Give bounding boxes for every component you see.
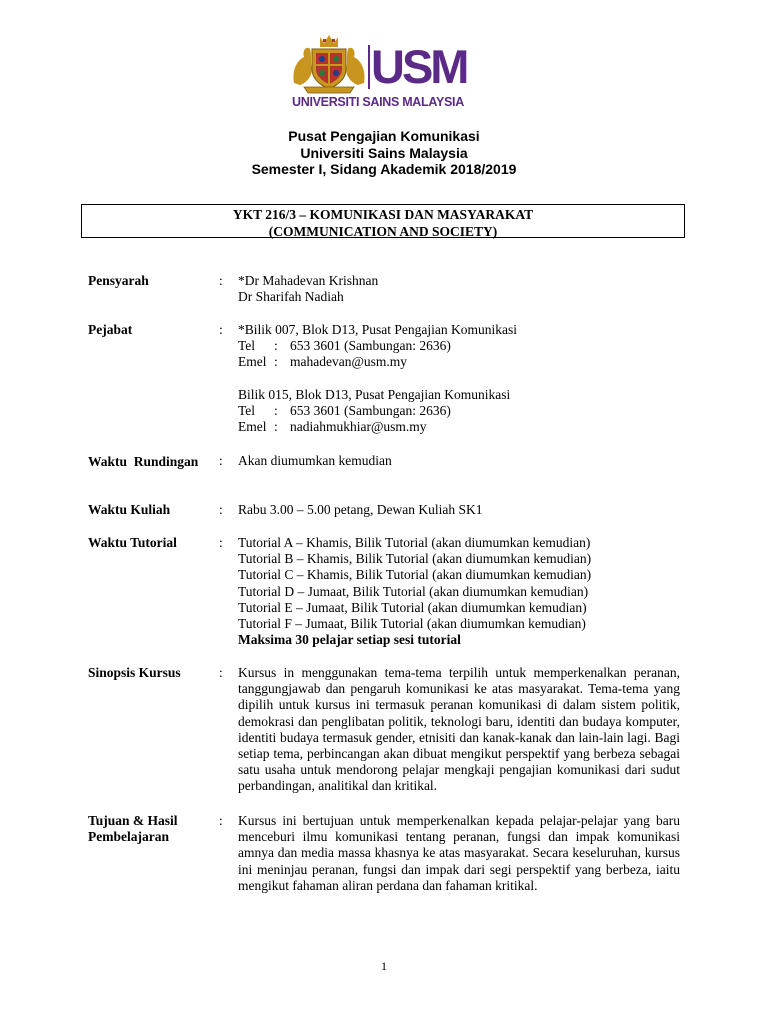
tel-label: Tel — [238, 402, 256, 418]
value-pejabat — [238, 322, 680, 435]
colon: : — [219, 453, 223, 468]
colon: : — [219, 813, 223, 828]
label-tujuan — [88, 813, 216, 845]
colon: : — [219, 502, 223, 517]
course-code-title: YKT 216/3 – KOMUNIKASI DAN MASYARAKAT — [232, 207, 534, 222]
school-name: Pusat Pengajian Komunikasi — [288, 128, 480, 144]
colon: : — [274, 354, 278, 370]
colon: : — [274, 419, 278, 435]
label-waktu-tutorial: Waktu Tutorial — [88, 535, 177, 550]
label-tujuan-line1: Tujuan & Hasil — [88, 813, 178, 828]
university-name: Universiti Sains Malaysia — [300, 144, 468, 161]
office-address: Bilik 015, Blok D13, Pusat Pengajian Komunikasi — [238, 386, 511, 402]
tutorial-session: Tutorial D – Jumaat, Bilik Tutorial (akan diumumkan kemudian) — [238, 583, 589, 599]
value-waktu-kuliah: Rabu 3.00 – 5.00 petang, Dewan Kuliah SK1 — [238, 502, 483, 517]
label-sinopsis: Sinopsis Kursus — [88, 665, 181, 680]
tutorial-capacity-note: Maksima 30 pelajar setiap sesi tutorial — [238, 632, 461, 648]
colon: : — [219, 665, 223, 680]
office-address: *Bilik 007, Blok D13, Pusat Pengajian Komunikasi — [238, 322, 517, 337]
colon: : — [219, 535, 223, 550]
label-waktu-kuliah: Waktu Kuliah — [88, 502, 171, 517]
course-english-title: (COMMUNICATION AND SOCIETY) — [268, 223, 498, 239]
tel-number: 653 3601 (Sambungan: 2636) — [290, 402, 451, 418]
email-address: nadiahmukhiar@usm.my — [290, 419, 427, 435]
university-crest-icon — [290, 33, 368, 95]
colon: : — [219, 273, 223, 288]
label-waktu-rundingan: Waktu Rundingan — [88, 454, 199, 469]
tel-label: Tel — [238, 338, 256, 354]
tutorial-session: Tutorial F – Jumaat, Bilik Tutorial (akan diumumkan kemudian) — [238, 616, 586, 632]
office-block — [238, 387, 680, 436]
tutorial-session: Tutorial A – Khamis, Bilik Tutorial (akan diumumkan kemudian) — [238, 535, 591, 550]
colon: : — [219, 322, 223, 337]
page-number: 1 — [381, 959, 387, 973]
usm-wordmark: USM — [371, 40, 467, 93]
email-label: Emel — [238, 354, 267, 370]
lecturer-name: Dr Sharifah Nadiah — [238, 289, 344, 305]
usm-logo — [288, 33, 468, 113]
logo-divider — [368, 45, 370, 89]
value-pensyarah — [238, 273, 680, 305]
email-label: Emel — [238, 419, 267, 435]
label-pensyarah: Pensyarah — [88, 273, 149, 288]
office-block — [238, 322, 680, 371]
email-address: mahadevan@usm.my — [290, 354, 408, 370]
colon: : — [274, 402, 278, 418]
label-pejabat: Pejabat — [88, 322, 133, 337]
tutorial-session: Tutorial C – Khamis, Bilik Tutorial (akan diumumkan kemudian) — [238, 567, 592, 583]
label-tujuan-line2: Pembelajaran — [88, 829, 169, 844]
tutorial-session: Tutorial E – Jumaat, Bilik Tutorial (akan diumumkan kemudian) — [238, 599, 587, 615]
value-waktu-rundingan: Akan diumumkan kemudian — [238, 453, 392, 468]
colon: : — [274, 338, 278, 354]
value-waktu-tutorial — [238, 535, 680, 648]
value-tujuan: Kursus ini bertujuan untuk memperkenalkan kepada pelajar-pelajar yang baru menceburi ilmu komunikasi tentang peranan, fungsi dan impak komunikasi amnya dan media massa khasnya ke atas masyarakat. Secara keseluruhan, kursus ini meninjau peranan, fungsi dan impak dari segi perspektif yang berbeza, iaitu mengikut fahaman aliran perdana dan fahaman kritikal. — [238, 813, 680, 893]
university-tagline: UNIVERSITI SAINS MALAYSIA — [292, 95, 464, 109]
semester-line: Semester I, Sidang Akademik 2018/2019 — [251, 161, 517, 177]
tel-number: 653 3601 (Sambungan: 2636) — [290, 338, 451, 354]
tutorial-session: Tutorial B – Khamis, Bilik Tutorial (akan diumumkan kemudian) — [238, 551, 592, 567]
document-header — [0, 128, 768, 178]
course-title-box — [81, 204, 685, 238]
lecturer-name: *Dr Mahadevan Krishnan — [238, 273, 379, 288]
value-sinopsis: Kursus in menggunakan tema-tema terpilih untuk memperkenalkan peranan, tanggungjawab dan pengaruh komunikasi ke atas masyarakat. Tema-tema yang dipilih untuk kursus ini termasuk peranan komunikasi di dalam sistem politik, demokrasi dan penglibatan politik, teknologi baru, identiti dan budaya komputer, identiti budaya termasuk gender, etnisiti dan kanak-kanak dan lain-lain lagi. Bagi setiap tema, perbincangan akan dibuat mengikut perspektif yang berbeza sebagai satu usaha untuk mendorong pelajar mengkaji pengajian komunikasi dari sudut perbandingan, analitikal dan kritikal. — [238, 665, 680, 794]
